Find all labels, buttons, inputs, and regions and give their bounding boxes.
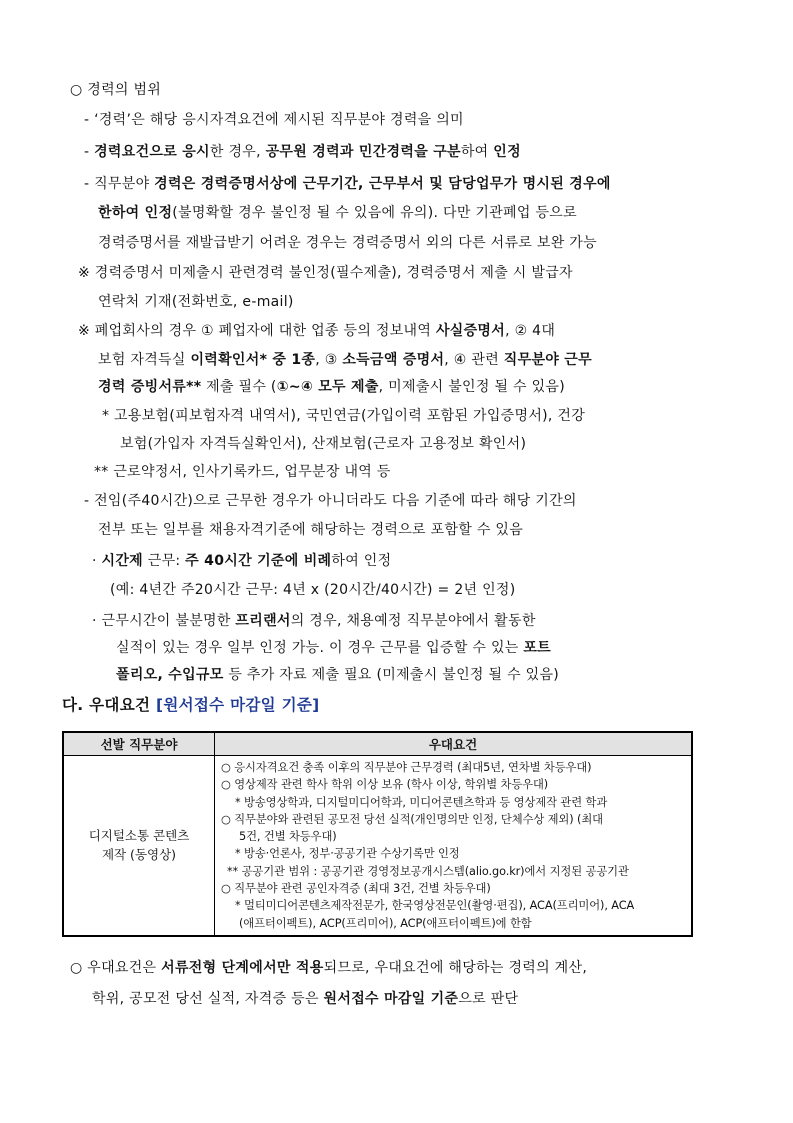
text: , ④ 관련 — [444, 352, 504, 368]
text: - 직무분야 — [84, 176, 155, 192]
field-name-line: 디지털소통 콘텐츠 — [88, 828, 190, 844]
freelancer-bullet-2 — [116, 638, 551, 658]
requirement-item: ○ 직무분야와 관련된 공모전 당선 실적(개인명의만 인정, 단체수상 제외) (최대 — [221, 812, 603, 826]
heading-text: 다. 우대요건 — [62, 696, 151, 714]
preference-footer-1 — [70, 958, 587, 978]
text: 하여 — [460, 144, 494, 160]
requirement-item: ○ 영상제작 관련 학사 학위 이상 보유 (학사 이상, 학위별 차등우대) — [221, 778, 549, 792]
requirement-note: * 멀티미디어콘텐츠제작전문가, 한국영상전문인(촬영·편집), ACA(프리미어), ACA — [235, 899, 635, 913]
text-bold: 서류전형 단계에서만 적용 — [161, 960, 324, 976]
requirement-note: * 방송·언론사, 정부·공공기관 수상기록만 인정 — [235, 847, 460, 861]
footnote-insurance-cont: 보험(가입자 자격득실확인서), 산재보험(근로자 고용정보 확인서) — [120, 436, 527, 452]
field-cell — [63, 756, 215, 936]
text-bold: 인정 — [493, 144, 521, 160]
requirements-cell — [215, 756, 693, 936]
text: ○ 우대요건은 — [70, 960, 162, 976]
text-bold: 폴리오, 수입규모 — [116, 667, 224, 683]
text: 으로 판단 — [458, 991, 519, 1007]
footnote-career-docs: ** 근로약정서, 인사기록카드, 업무분장 내역 등 — [94, 464, 391, 480]
part-time-example: (예: 4년간 주20시간 근무: 4년 x (20시간/40시간) = 2년 인정) — [110, 582, 516, 598]
part-time-intro-2: 전부 또는 일부를 채용자격기준에 해당하는 경력으로 포함할 수 있음 — [98, 522, 524, 538]
column-header-field: 선발 직무분야 — [63, 732, 215, 756]
preference-table — [62, 731, 693, 937]
note-closed-company-1 — [78, 321, 555, 341]
career-certificate-line-3: 경력증명서를 재발급받기 어려운 경우는 경력증명서 외의 다른 서류로 보완 가능 — [98, 235, 597, 251]
heading-accent: [원서접수 마감일 기준] — [155, 696, 320, 714]
text-bold: 경력요건으로 응시 — [94, 144, 210, 160]
text-bold: ①∼④ 모두 제출 — [276, 379, 379, 395]
text-bold: 이력확인서* 중 1종 — [190, 352, 316, 368]
text: 등 추가 자료 제출 필요 (미제출시 불인정 될 수 있음) — [223, 667, 560, 683]
dash: - — [84, 144, 95, 160]
freelancer-bullet-1 — [92, 611, 536, 631]
text-bold: 사실증명서 — [435, 323, 506, 339]
career-certificate-line-2 — [98, 203, 577, 223]
requirement-item-cont: 5건, 건별 차등우대) — [239, 830, 337, 844]
requirement-note-cont: (애프터이펙트), ACP(프리미어), ACP(애프터이펙트)에 한함 — [239, 916, 532, 930]
text: , 미제출시 불인정 될 수 있음) — [378, 379, 565, 395]
note-missing-certificate-cont: 연락처 기재(전화번호, e-mail) — [98, 294, 294, 310]
field-name-line: 제작 (동영상) — [101, 847, 177, 863]
text: 학위, 공모전 당선 실적, 자격증 등은 — [92, 991, 324, 1007]
requirement-note: * 방송영상학과, 디지털미디어학과, 미디어콘텐츠학과 등 영상제작 관련 학과 — [235, 795, 608, 809]
text: 하여 인정 — [331, 553, 392, 569]
text-bold: 경력 증빙서류** — [98, 379, 202, 395]
requirement-item: ○ 직무분야 관련 공인자격증 (최대 3건, 건별 차등우대) — [221, 882, 491, 896]
freelancer-bullet-3 — [116, 665, 559, 685]
text-bold: 소득금액 증명서 — [342, 352, 445, 368]
requirement-item: ○ 응시자격요건 충족 이후의 직무분야 근무경력 (최대5년, 연차별 차등우대) — [221, 761, 592, 774]
text-bold: 프리랜서 — [235, 613, 291, 629]
preference-heading — [62, 695, 320, 715]
table-row — [63, 756, 692, 936]
text-bold: 공무원 경력과 민간경력을 구분 — [265, 144, 461, 160]
text: 실적이 있는 경우 일부 인정 가능. 이 경우 근무를 입증할 수 있는 — [116, 640, 524, 656]
text-bold: 포트 — [523, 640, 552, 656]
text: 한 경우, — [209, 144, 266, 160]
career-requirement-line — [84, 142, 521, 162]
text: , ③ — [315, 352, 343, 368]
text: 근무: — [143, 553, 186, 569]
text-bold: 주 40시간 기준에 비례 — [185, 553, 332, 569]
footnote-insurance: * 고용보험(피보험자격 내역서), 국민연금(가입이력 포함된 가입증명서), 건강 — [102, 408, 586, 424]
text-bold: 원서접수 마감일 기준 — [323, 991, 459, 1007]
text-bold: 경력은 경력증명서상에 근무기간, 근무부서 및 담당업무가 명시된 경우에 — [154, 176, 611, 192]
text-bold: 한하여 인정 — [98, 205, 173, 221]
note-missing-certificate: ※ 경력증명서 미제출시 관련경력 불인정(필수제출), 경력증명서 제출 시 발급자 — [78, 265, 573, 281]
text-bold: 시간제 — [101, 553, 143, 569]
text: 되므로, 우대요건에 해당하는 경력의 계산, — [323, 960, 588, 976]
text: , ② 4대 — [505, 323, 556, 339]
career-definition-line: - ‘경력’은 해당 응시자격요건에 제시된 직무분야 경력을 의미 — [84, 112, 464, 128]
bullet-dot: · — [92, 553, 102, 569]
text: 제출 필수 ( — [201, 379, 277, 395]
part-time-intro-1: - 전임(주40시간)으로 근무한 경우가 아니더라도 다음 기준에 따라 해당 기간의 — [84, 493, 577, 509]
table-header-row — [63, 732, 692, 756]
career-scope-title: ○ 경력의 범위 — [70, 82, 162, 98]
preference-footer-2 — [92, 989, 518, 1009]
note-closed-company-2 — [98, 350, 592, 370]
text: (불명확할 경우 불인정 될 수 있음에 유의). 다만 기관폐업 등으로 — [172, 205, 577, 221]
column-header-requirements: 우대요건 — [215, 732, 693, 756]
career-certificate-line-1 — [84, 174, 611, 194]
text: 의 경우, 채용예정 직무분야에서 활동한 — [290, 613, 536, 629]
text: ※ 폐업회사의 경우 ① 폐업자에 대한 업종 등의 정보내역 — [78, 323, 436, 339]
requirement-note: ** 공공기관 범위 : 공공기관 경영정보공개시스템(alio.go.kr)에서 지정된 공공기관 — [227, 864, 629, 878]
note-closed-company-3 — [98, 377, 565, 397]
text: 보험 자격득실 — [98, 352, 191, 368]
text-bold: 직무분야 근무 — [503, 352, 592, 368]
part-time-bullet — [92, 551, 391, 571]
text: · 근무시간이 불분명한 — [92, 613, 236, 629]
